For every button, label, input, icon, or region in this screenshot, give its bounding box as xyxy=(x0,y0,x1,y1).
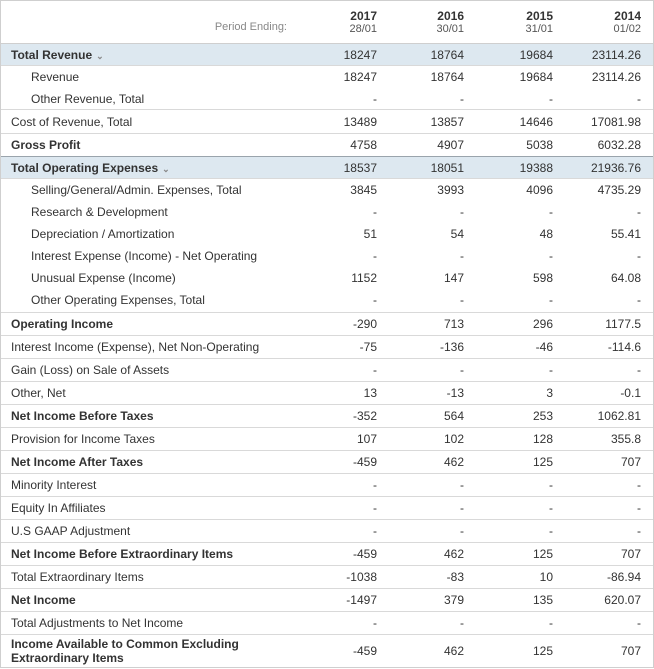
cell-value: 707 xyxy=(620,644,641,658)
cell-value: 462 xyxy=(443,547,464,561)
row-label: Other, Net xyxy=(11,386,66,400)
row-net-income-before-taxes xyxy=(1,405,653,428)
column-header-2014 xyxy=(581,9,641,36)
row-interest-income-non-operating xyxy=(1,336,653,359)
cell-value: 4096 xyxy=(526,183,553,197)
chevron-down-icon[interactable]: ⌄ xyxy=(96,51,104,61)
cell-value: -1038 xyxy=(346,570,377,584)
cell-value: - xyxy=(460,501,464,515)
cell-value: 23114.26 xyxy=(591,70,641,84)
cell-value: 5038 xyxy=(526,138,553,152)
chevron-down-icon[interactable]: ⌄ xyxy=(162,164,170,174)
cell-value: 355.8 xyxy=(610,432,641,446)
row-label: U.S GAAP Adjustment xyxy=(11,524,131,538)
cell-value: 10 xyxy=(539,570,553,584)
cell-value: -290 xyxy=(352,317,377,331)
row-label: Net Income After Taxes xyxy=(11,455,144,469)
cell-value: 1152 xyxy=(351,271,377,285)
cell-value: - xyxy=(373,293,377,307)
cell-value: - xyxy=(549,478,553,492)
row-minority-interest xyxy=(1,474,653,497)
cell-value: -459 xyxy=(352,547,377,561)
cell-value: 23114.26 xyxy=(591,48,641,62)
cell-value: 620.07 xyxy=(604,593,641,607)
cell-value: - xyxy=(637,92,641,106)
column-year: 2015 xyxy=(526,9,553,23)
cell-value: - xyxy=(460,249,464,263)
row-sga-expenses xyxy=(1,179,653,201)
cell-value: - xyxy=(460,363,464,377)
row-label: Selling/General/Admin. Expenses, Total xyxy=(31,183,242,197)
cell-value: 18764 xyxy=(430,70,464,84)
row-unusual-expense xyxy=(1,267,653,289)
cell-value: - xyxy=(373,478,377,492)
row-total-operating-expenses[interactable] xyxy=(1,157,653,179)
row-provision-income-taxes xyxy=(1,428,653,451)
cell-value: 18247 xyxy=(343,70,377,84)
row-cost-of-revenue xyxy=(1,110,653,134)
cell-value: - xyxy=(373,363,377,377)
cell-value: -86.94 xyxy=(606,570,641,584)
cell-value: - xyxy=(373,205,377,219)
cell-value: 253 xyxy=(532,409,553,423)
row-interest-expense-operating xyxy=(1,245,653,267)
cell-value: 102 xyxy=(443,432,464,446)
cell-value: - xyxy=(549,524,553,538)
cell-value: - xyxy=(460,293,464,307)
cell-value: 55.41 xyxy=(610,227,641,241)
row-us-gaap-adjustment xyxy=(1,520,653,543)
cell-value: 3845 xyxy=(350,183,377,197)
cell-value: 48 xyxy=(539,227,553,241)
row-label: Provision for Income Taxes xyxy=(11,432,155,446)
cell-value: 1062.81 xyxy=(597,409,641,423)
column-header-2017 xyxy=(317,9,377,36)
row-label: Total Extraordinary Items xyxy=(11,570,144,584)
row-label: Net Income Before Extraordinary Items xyxy=(11,547,234,561)
column-date: 31/01 xyxy=(525,23,553,35)
cell-value: 462 xyxy=(443,644,464,658)
cell-value: 13489 xyxy=(343,115,377,129)
row-other-operating-expenses xyxy=(1,289,653,313)
row-equity-in-affiliates xyxy=(1,497,653,520)
row-other-revenue xyxy=(1,88,653,110)
cell-value: -136 xyxy=(439,340,464,354)
cell-value: -459 xyxy=(352,644,377,658)
cell-value: 125 xyxy=(532,455,553,469)
cell-value: 64.08 xyxy=(610,271,641,285)
cell-value: - xyxy=(549,501,553,515)
row-label: Gross Profit xyxy=(11,138,81,152)
cell-value: - xyxy=(460,616,464,630)
cell-value: - xyxy=(373,616,377,630)
cell-value: - xyxy=(637,478,641,492)
cell-value: 17081.98 xyxy=(590,115,641,129)
row-label: Minority Interest xyxy=(11,478,97,492)
cell-value: 147 xyxy=(443,271,464,285)
cell-value: 19388 xyxy=(519,161,553,175)
row-total-revenue[interactable] xyxy=(1,44,653,66)
cell-value: - xyxy=(373,524,377,538)
cell-value: 18051 xyxy=(430,161,464,175)
cell-value: -0.1 xyxy=(620,386,641,400)
cell-value: 13 xyxy=(363,386,377,400)
cell-value: - xyxy=(460,92,464,106)
cell-value: - xyxy=(637,616,641,630)
cell-value: 6032.28 xyxy=(597,138,641,152)
row-label: Net Income Before Taxes xyxy=(11,409,154,423)
column-year: 2016 xyxy=(437,9,464,23)
row-label: Equity In Affiliates xyxy=(11,501,106,515)
row-net-income xyxy=(1,589,653,612)
column-date: 28/01 xyxy=(349,23,377,35)
cell-value: - xyxy=(549,616,553,630)
period-ending-label: Period Ending: xyxy=(214,21,287,33)
column-date: 01/02 xyxy=(613,23,641,35)
cell-value: -83 xyxy=(446,570,464,584)
row-revenue xyxy=(1,66,653,88)
cell-value: 564 xyxy=(443,409,464,423)
row-net-income-before-extraordinary xyxy=(1,543,653,566)
cell-value: - xyxy=(460,478,464,492)
row-total-extraordinary-items xyxy=(1,566,653,589)
cell-value: 54 xyxy=(450,227,464,241)
cell-value: 18537 xyxy=(343,161,377,175)
row-label: Revenue xyxy=(31,70,80,84)
cell-value: 707 xyxy=(620,547,641,561)
cell-value: -1497 xyxy=(346,593,377,607)
row-gain-loss-sale-assets xyxy=(1,359,653,382)
row-label: Interest Expense (Income) - Net Operating xyxy=(31,249,258,263)
row-label: Net Income xyxy=(11,593,76,607)
column-year: 2017 xyxy=(350,9,377,23)
cell-value: 598 xyxy=(532,271,553,285)
cell-value: - xyxy=(637,249,641,263)
row-label: Total Adjustments to Net Income xyxy=(11,616,184,630)
cell-value: - xyxy=(373,501,377,515)
column-header-2015 xyxy=(493,9,553,36)
cell-value: 51 xyxy=(363,227,377,241)
cell-value: 13857 xyxy=(430,115,464,129)
row-net-income-after-taxes xyxy=(1,451,653,474)
cell-value: - xyxy=(637,363,641,377)
cell-value: 713 xyxy=(443,317,464,331)
cell-value: - xyxy=(549,293,553,307)
row-label: Other Operating Expenses, Total xyxy=(31,293,205,307)
row-depreciation xyxy=(1,223,653,245)
column-date: 30/01 xyxy=(436,23,464,35)
cell-value: -459 xyxy=(352,455,377,469)
cell-value: - xyxy=(460,524,464,538)
cell-value: 462 xyxy=(443,455,464,469)
row-total-adjustments-net-income xyxy=(1,612,653,635)
cell-value: 135 xyxy=(532,593,553,607)
cell-value: 4907 xyxy=(437,138,464,152)
cell-value: -46 xyxy=(535,340,553,354)
cell-value: - xyxy=(637,501,641,515)
cell-value: 21936.76 xyxy=(590,161,641,175)
cell-value: 128 xyxy=(532,432,553,446)
cell-value: -352 xyxy=(352,409,377,423)
cell-value: -75 xyxy=(359,340,377,354)
cell-value: -114.6 xyxy=(607,340,641,354)
cell-value: 19684 xyxy=(519,48,553,62)
row-other-net xyxy=(1,382,653,405)
row-label: Interest Income (Expense), Net Non-Operating xyxy=(11,340,260,354)
cell-value: 14646 xyxy=(519,115,553,129)
row-label: Gain (Loss) on Sale of Assets xyxy=(11,363,170,377)
cell-value: -13 xyxy=(446,386,464,400)
cell-value: - xyxy=(549,363,553,377)
row-label: Total Operating Expenses xyxy=(11,161,159,175)
column-year: 2014 xyxy=(614,9,641,23)
cell-value: - xyxy=(637,524,641,538)
cell-value: 107 xyxy=(356,432,377,446)
row-label: Other Revenue, Total xyxy=(31,92,145,106)
cell-value: 18247 xyxy=(343,48,377,62)
row-label: Total Revenue xyxy=(11,48,93,62)
row-label: Cost of Revenue, Total xyxy=(11,115,133,129)
row-gross-profit xyxy=(1,134,653,157)
row-label: Research & Development xyxy=(31,205,168,219)
table-header xyxy=(1,1,653,44)
cell-value: 379 xyxy=(443,593,464,607)
cell-value: - xyxy=(460,205,464,219)
cell-value: - xyxy=(549,249,553,263)
cell-value: - xyxy=(637,205,641,219)
cell-value: 125 xyxy=(532,644,553,658)
cell-value: 707 xyxy=(620,455,641,469)
cell-value: - xyxy=(549,205,553,219)
cell-value: 4758 xyxy=(350,138,377,152)
cell-value: - xyxy=(549,92,553,106)
cell-value: 296 xyxy=(532,317,553,331)
row-label: Unusual Expense (Income) xyxy=(31,271,176,285)
cell-value: - xyxy=(637,293,641,307)
cell-value: 125 xyxy=(532,547,553,561)
row-label: Operating Income xyxy=(11,317,114,331)
row-label: Depreciation / Amortization xyxy=(31,227,175,241)
column-header-2016 xyxy=(404,9,464,36)
cell-value: - xyxy=(373,249,377,263)
row-research-development xyxy=(1,201,653,223)
cell-value: 19684 xyxy=(519,70,553,84)
cell-value: 3 xyxy=(546,386,553,400)
row-label: Income Available to Common Excluding Extraordinary Items xyxy=(11,637,239,665)
cell-value: 1177.5 xyxy=(605,317,641,331)
cell-value: 4735.29 xyxy=(597,183,641,197)
cell-value: - xyxy=(373,92,377,106)
cell-value: 18764 xyxy=(430,48,464,62)
row-operating-income xyxy=(1,313,653,336)
row-income-available-common-excl-extraordinary xyxy=(1,635,653,669)
cell-value: 3993 xyxy=(437,183,464,197)
